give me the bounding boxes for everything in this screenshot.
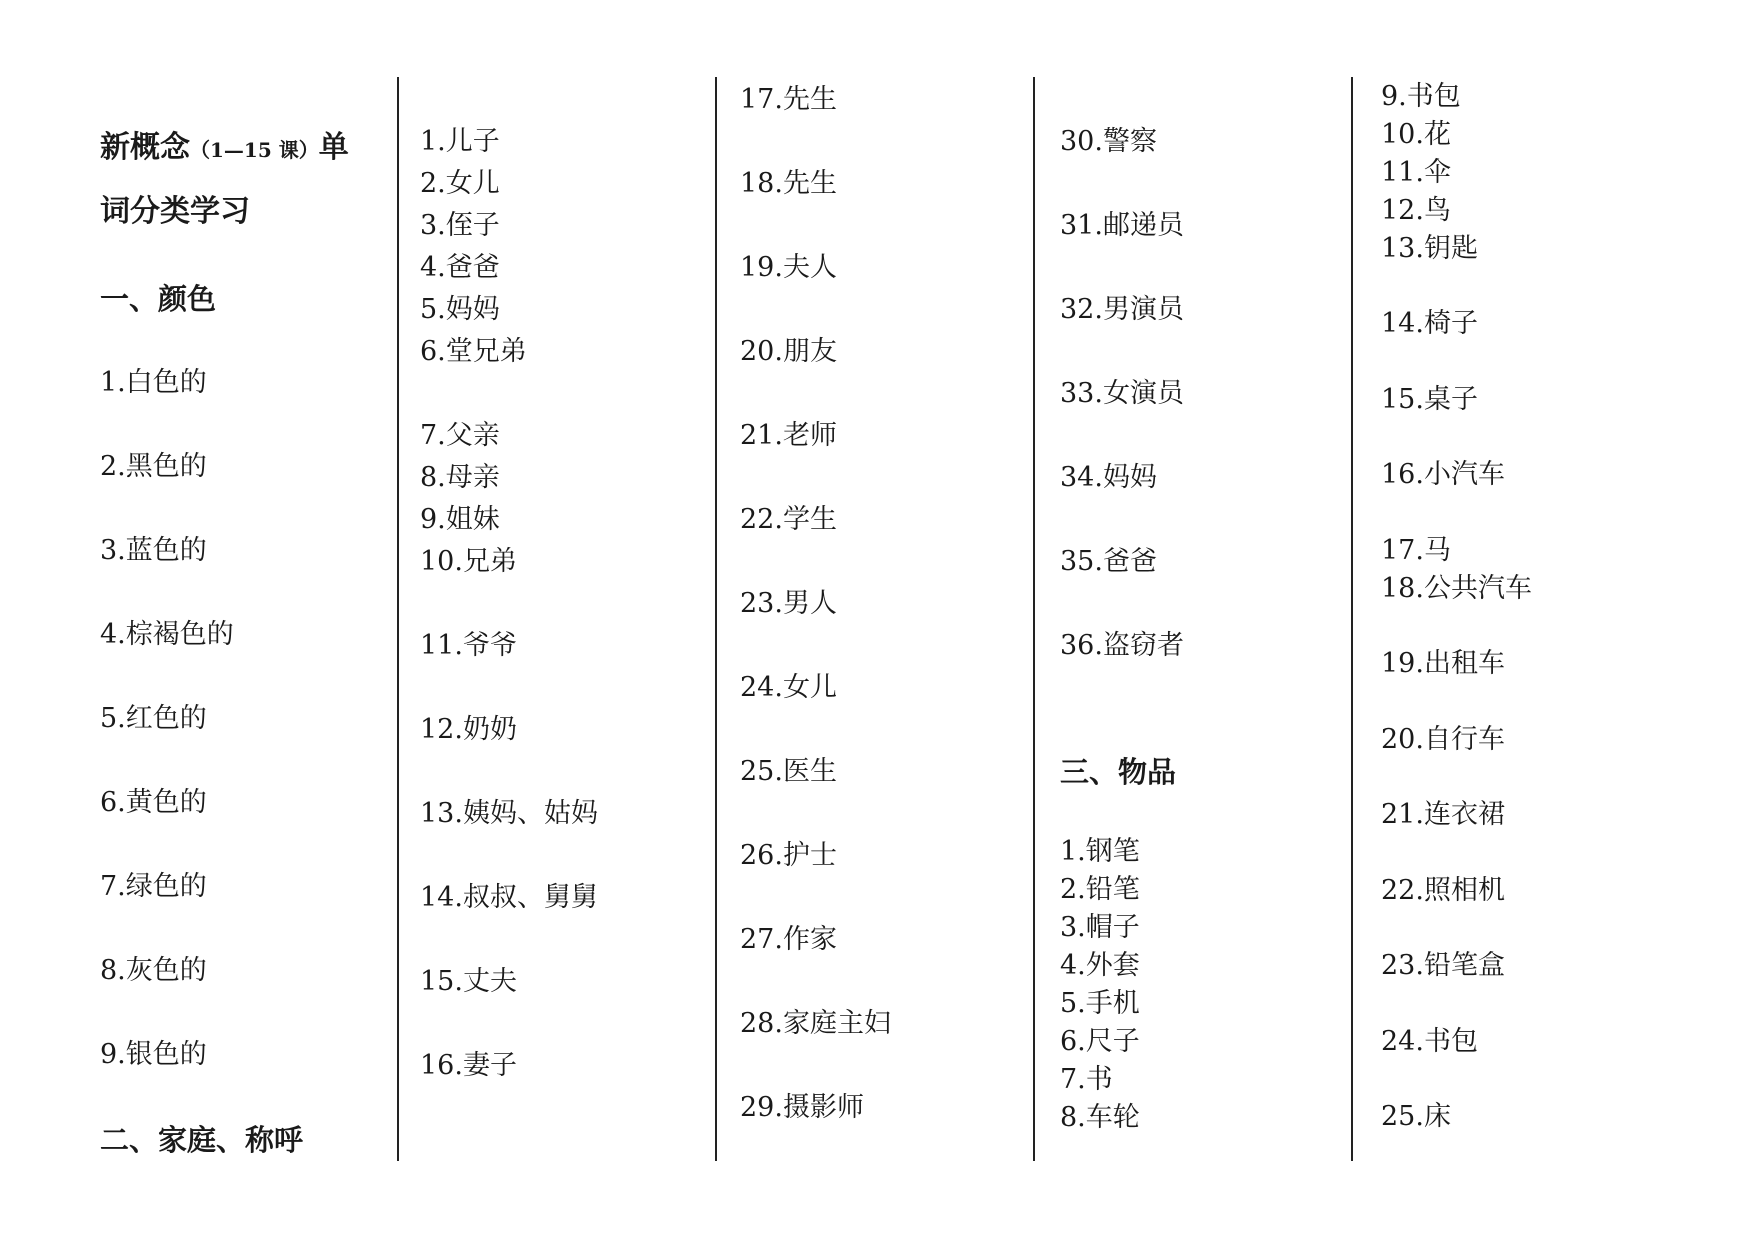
column-divider-2 xyxy=(715,77,717,1161)
list-item: 3.蓝色的 xyxy=(100,535,207,566)
list-item: 35.爸爸 xyxy=(1060,546,1157,577)
list-item: 23.铅笔盒 xyxy=(1381,950,1505,981)
list-item: 33.女演员 xyxy=(1060,378,1184,409)
list-item: 21.老师 xyxy=(740,420,837,451)
list-item: 21.连衣裙 xyxy=(1381,799,1505,830)
list-item: 29.摄影师 xyxy=(740,1092,864,1123)
list-item: 4.外套 xyxy=(1060,950,1140,981)
list-item: 3.侄子 xyxy=(420,210,500,241)
list-item: 34.妈妈 xyxy=(1060,462,1157,493)
list-item: 12.鸟 xyxy=(1381,195,1451,226)
list-item: 1.钢笔 xyxy=(1060,836,1140,867)
list-item: 6.堂兄弟 xyxy=(420,336,527,367)
list-item: 22.学生 xyxy=(740,504,837,535)
column-divider-1 xyxy=(397,77,399,1161)
list-item: 14.椅子 xyxy=(1381,308,1478,339)
list-item: 31.邮递员 xyxy=(1060,210,1184,241)
column-divider-3 xyxy=(1033,77,1035,1161)
list-item: 28.家庭主妇 xyxy=(740,1008,891,1039)
list-item: 13.钥匙 xyxy=(1381,233,1478,264)
list-item: 18.公共汽车 xyxy=(1381,573,1532,604)
list-item: 14.叔叔、舅舅 xyxy=(420,882,598,913)
list-item: 25.医生 xyxy=(740,756,837,787)
list-item: 1.儿子 xyxy=(420,126,500,157)
list-item: 32.男演员 xyxy=(1060,294,1184,325)
list-item: 20.朋友 xyxy=(740,336,837,367)
list-item: 15.桌子 xyxy=(1381,384,1478,415)
list-item: 24.女儿 xyxy=(740,672,837,703)
list-item: 5.妈妈 xyxy=(420,294,500,325)
list-item: 19.出租车 xyxy=(1381,648,1505,679)
list-item: 16.小汽车 xyxy=(1381,459,1505,490)
section-heading-colors: 一、颜色 xyxy=(100,282,217,316)
list-item: 9.银色的 xyxy=(100,1039,207,1070)
list-item: 17.马 xyxy=(1381,535,1451,566)
document-title-line-2: 词分类学习 xyxy=(100,194,250,229)
list-item: 17.先生 xyxy=(740,84,837,115)
section-heading-family: 二、家庭、称呼 xyxy=(100,1123,304,1157)
list-item: 22.照相机 xyxy=(1381,875,1505,906)
list-item: 16.妻子 xyxy=(420,1050,517,1081)
column-divider-4 xyxy=(1351,77,1353,1161)
list-item: 23.男人 xyxy=(740,588,837,619)
list-item: 6.黄色的 xyxy=(100,787,207,818)
list-item: 4.爸爸 xyxy=(420,252,500,283)
list-item: 3.帽子 xyxy=(1060,912,1140,943)
list-item: 30.警察 xyxy=(1060,126,1157,157)
list-item: 10.花 xyxy=(1381,119,1451,150)
list-item: 5.手机 xyxy=(1060,988,1140,1019)
list-item: 2.铅笔 xyxy=(1060,874,1140,905)
list-item: 7.绿色的 xyxy=(100,871,207,902)
list-item: 12.奶奶 xyxy=(420,714,517,745)
document-title-line-1: 新概念（1—15 课）单 xyxy=(100,130,349,165)
list-item: 9.书包 xyxy=(1381,81,1461,112)
list-item: 11.伞 xyxy=(1381,157,1451,188)
list-item: 8.车轮 xyxy=(1060,1102,1140,1133)
list-item: 9.姐妹 xyxy=(420,504,500,535)
list-item: 25.床 xyxy=(1381,1101,1451,1132)
list-item: 18.先生 xyxy=(740,168,837,199)
list-item: 20.自行车 xyxy=(1381,724,1505,755)
list-item: 15.丈夫 xyxy=(420,966,517,997)
list-item: 8.灰色的 xyxy=(100,955,207,986)
list-item: 1.白色的 xyxy=(100,367,207,398)
list-item: 2.女儿 xyxy=(420,168,500,199)
list-item: 27.作家 xyxy=(740,924,837,955)
list-item: 11.爷爷 xyxy=(420,630,517,661)
list-item: 8.母亲 xyxy=(420,462,500,493)
list-item: 7.父亲 xyxy=(420,420,500,451)
list-item: 26.护士 xyxy=(740,840,837,871)
list-item: 10.兄弟 xyxy=(420,546,517,577)
list-item: 36.盗窃者 xyxy=(1060,630,1184,661)
section-heading-items: 三、物品 xyxy=(1060,755,1177,789)
list-item: 24.书包 xyxy=(1381,1026,1478,1057)
list-item: 13.姨妈、姑妈 xyxy=(420,798,598,829)
list-item: 5.红色的 xyxy=(100,703,207,734)
list-item: 6.尺子 xyxy=(1060,1026,1140,1057)
list-item: 4.棕褐色的 xyxy=(100,619,234,650)
list-item: 7.书 xyxy=(1060,1064,1113,1095)
list-item: 2.黑色的 xyxy=(100,451,207,482)
list-item: 19.夫人 xyxy=(740,252,837,283)
